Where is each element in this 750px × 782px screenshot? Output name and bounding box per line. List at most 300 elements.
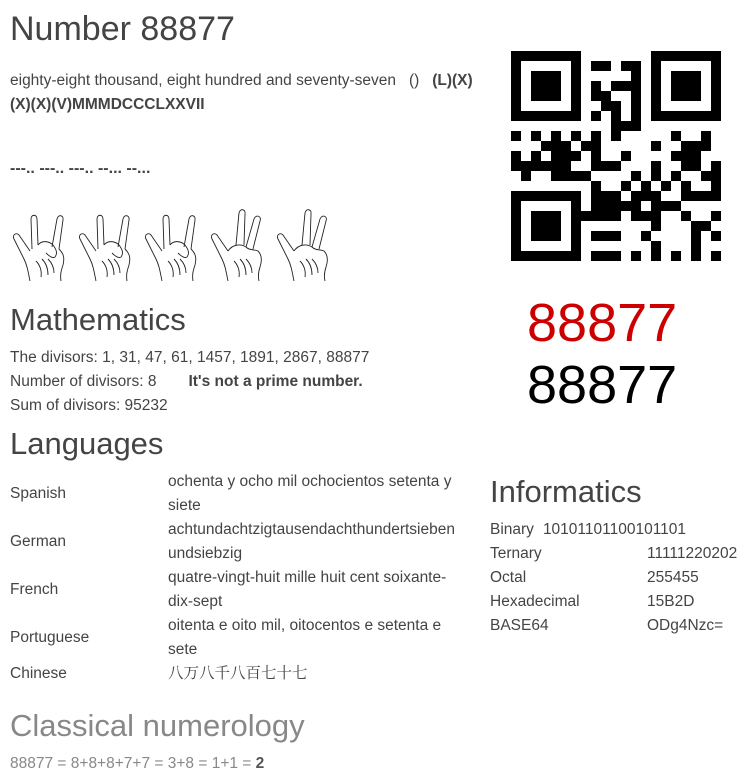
qr-module [631,211,641,221]
qr-module [661,171,671,181]
qr-module [591,211,601,221]
prime-status: It's not a prime number. [188,373,363,390]
qr-module [681,111,691,121]
qr-module [571,241,581,251]
qr-module [621,111,631,121]
divisors-list: The divisors: 1, 31, 47, 61, 1457, 1891, 2867, 88877 [10,349,370,366]
qr-module [601,161,611,171]
qr-module [601,71,611,81]
qr-module [631,101,641,111]
qr-module [551,191,561,201]
language-name: Spanish [10,485,67,502]
divisor-sum: Sum of divisors: 95232 [10,397,168,414]
qr-module [681,251,691,261]
qr-module [711,151,721,161]
sign-language-hands [8,205,338,283]
number-in-words [10,69,480,117]
qr-module [531,251,541,261]
qr-module [701,51,711,61]
qr-module [711,201,721,211]
qr-module [521,101,531,111]
qr-module [711,61,721,71]
qr-module [561,101,571,111]
qr-module [711,91,721,101]
big-number-red: 88877 [527,293,678,353]
qr-module [641,141,651,151]
qr-module [571,71,581,81]
qr-module [611,111,621,121]
qr-module [521,241,531,251]
qr-module [601,81,611,91]
qr-module [691,141,701,151]
qr-module [551,211,561,221]
qr-module [591,121,601,131]
qr-module [691,101,701,111]
language-row [10,614,480,662]
qr-module [591,241,601,251]
qr-module [641,181,651,191]
qr-module [601,51,611,61]
info-label: Octal [490,569,527,586]
qr-module [591,201,601,211]
language-value: achtundachtzigtausendachthundertsieben undsiebzig [168,521,455,562]
qr-module [601,61,611,71]
qr-module [621,81,631,91]
qr-module [711,141,721,151]
qr-module [711,81,721,91]
qr-module [541,61,551,71]
qr-module [551,231,561,241]
language-name: French [10,581,59,598]
qr-module [561,131,571,141]
qr-module [591,71,601,81]
qr-module [641,201,651,211]
qr-module [511,161,521,171]
qr-module [521,211,531,221]
qr-module [711,121,721,131]
informatics-table [490,518,737,638]
hand-sign-7-icon [206,205,272,283]
qr-module [561,51,571,61]
qr-module [611,251,621,261]
qr-module [661,121,671,131]
info-row [490,614,737,638]
qr-module [671,161,681,171]
qr-module [641,81,651,91]
qr-module [621,151,631,161]
qr-module [651,141,661,151]
qr-module [541,191,551,201]
qr-module [561,71,571,81]
qr-module [611,81,621,91]
qr-module [661,211,671,221]
qr-module [551,181,561,191]
qr-module [691,151,701,161]
numerology-formula [10,752,264,776]
qr-module [701,121,711,131]
qr-module [701,141,711,151]
qr-module [671,51,681,61]
qr-module [681,201,691,211]
qr-module [611,91,621,101]
qr-code [511,51,721,261]
qr-module [621,241,631,251]
qr-module [641,91,651,101]
info-value: 11111220202 [647,545,738,562]
info-label: Hexadecimal [490,593,580,610]
qr-module [561,171,571,181]
qr-module [701,221,711,231]
qr-module [691,51,701,61]
qr-module [661,201,671,211]
qr-module [581,251,591,261]
qr-module [691,181,701,191]
qr-module [521,171,531,181]
qr-module [511,91,521,101]
qr-module [601,231,611,241]
qr-module [711,211,721,221]
qr-module [661,221,671,231]
qr-module [581,181,591,191]
qr-module [541,71,551,81]
qr-module [701,151,711,161]
qr-module [601,131,611,141]
qr-module [561,191,571,201]
qr-module [661,151,671,161]
qr-module [551,51,561,61]
qr-module [661,231,671,241]
qr-module [591,231,601,241]
qr-module [511,141,521,151]
qr-module [691,221,701,231]
qr-module [681,91,691,101]
qr-module [641,101,651,111]
qr-module [691,231,701,241]
qr-module [651,211,661,221]
language-row [10,566,480,614]
qr-module [531,121,541,131]
qr-module [611,51,621,61]
qr-module [651,101,661,111]
qr-module [561,221,571,231]
info-row [490,566,737,590]
qr-module [581,131,591,141]
qr-module [601,111,611,121]
qr-module [581,71,591,81]
qr-module [671,181,681,191]
language-row [10,470,480,518]
qr-module [681,141,691,151]
qr-module [651,131,661,141]
qr-module [651,161,661,171]
qr-module [661,111,671,121]
qr-module [601,101,611,111]
qr-module [651,91,661,101]
qr-module [551,101,561,111]
qr-module [661,91,671,101]
qr-module [641,51,651,61]
qr-module [571,101,581,111]
qr-module [581,121,591,131]
qr-module [631,51,641,61]
qr-module [581,191,591,201]
qr-module [701,231,711,241]
qr-module [631,171,641,181]
qr-module [711,181,721,191]
qr-module [661,61,671,71]
parens: () [408,72,420,89]
mathematics-heading: Mathematics [10,302,186,337]
qr-module [691,171,701,181]
qr-module [591,141,601,151]
qr-module [701,71,711,81]
qr-module [631,231,641,241]
qr-module [641,111,651,121]
qr-module [611,181,621,191]
big-number-black: 88877 [527,355,678,415]
info-value: 255455 [647,569,699,586]
qr-module [581,61,591,71]
qr-module [631,241,641,251]
qr-module [611,151,621,161]
qr-module [701,251,711,261]
qr-module [711,231,721,241]
qr-module [661,191,671,201]
qr-module [531,71,541,81]
qr-module [691,91,701,101]
qr-module [631,131,641,141]
qr-module [571,231,581,241]
qr-module [691,81,701,91]
qr-module [601,181,611,191]
qr-module [581,51,591,61]
qr-module [691,201,701,211]
qr-module [661,251,671,261]
qr-module [681,171,691,181]
qr-module [621,181,631,191]
language-value: quatre-vingt-huit mille huit cent soixante-dix-sept [168,569,447,610]
language-row [10,518,480,566]
qr-module [621,61,631,71]
qr-module [531,221,541,231]
qr-module [571,201,581,211]
qr-module [521,201,531,211]
info-row-binary [490,518,737,542]
qr-module [531,211,541,221]
qr-module [681,231,691,241]
info-row [490,590,737,614]
qr-module [591,61,601,71]
qr-module [611,171,621,181]
qr-module [571,91,581,101]
qr-module [631,91,641,101]
qr-module [661,141,671,151]
qr-module [681,191,691,201]
qr-module [671,101,681,111]
qr-module [641,131,651,141]
qr-module [551,131,561,141]
qr-module [641,161,651,171]
qr-module [701,201,711,211]
qr-module [581,81,591,91]
qr-module [641,61,651,71]
qr-module [531,181,541,191]
qr-module [711,241,721,251]
qr-module [561,241,571,251]
qr-module [671,141,681,151]
qr-module [621,91,631,101]
qr-module [601,151,611,161]
qr-module [511,111,521,121]
qr-module [511,251,521,261]
qr-module [561,231,571,241]
qr-module [541,131,551,141]
languages-table [10,470,480,686]
qr-module [571,251,581,261]
qr-module [681,61,691,71]
qr-module [611,241,621,251]
qr-module [531,191,541,201]
hand-sign-8-icon [140,205,206,283]
qr-module [701,191,711,201]
qr-module [611,201,621,211]
morse-code: ---.. ---.. ---.. --... --... [10,160,151,177]
qr-module [651,51,661,61]
qr-module [601,241,611,251]
qr-module [531,61,541,71]
qr-module [711,251,721,261]
qr-module [531,231,541,241]
qr-module [521,91,531,101]
qr-module [511,71,521,81]
qr-module [531,131,541,141]
qr-module [621,211,631,221]
qr-module [601,201,611,211]
mathematics-section [10,346,369,418]
qr-module [671,251,681,261]
qr-module [651,151,661,161]
qr-module [541,171,551,181]
numerology-result: 2 [255,755,265,772]
qr-module [681,101,691,111]
qr-module [561,251,571,261]
qr-module [601,121,611,131]
qr-module [591,131,601,141]
qr-module [571,191,581,201]
qr-module [661,241,671,251]
qr-module [621,251,631,261]
qr-module [681,161,691,171]
qr-module [591,91,601,101]
info-value: ODg4Nzc= [647,617,724,634]
qr-module [551,221,561,231]
qr-module [611,121,621,131]
qr-module [711,171,721,181]
qr-module [671,81,681,91]
qr-module [591,81,601,91]
english-words: eighty-eight thousand, eight hundred and seventy-seven [10,72,397,89]
qr-module [581,101,591,111]
qr-module [611,161,621,171]
qr-module [521,161,531,171]
qr-module [511,61,521,71]
qr-module [531,161,541,171]
hand-sign-7-icon [272,205,338,283]
qr-module [571,161,581,171]
qr-module [541,101,551,111]
qr-module [671,171,681,181]
qr-module [701,211,711,221]
qr-module [631,201,641,211]
qr-module [571,61,581,71]
qr-module [621,201,631,211]
qr-module [571,111,581,121]
qr-module [651,181,661,191]
qr-module [571,181,581,191]
qr-module [701,131,711,141]
qr-module [551,111,561,121]
divisor-count: Number of divisors: 8 [10,373,157,390]
qr-module [541,211,551,221]
qr-module [551,201,561,211]
qr-module [511,211,521,221]
qr-module [541,201,551,211]
qr-module [691,161,701,171]
hand-sign-8-icon [8,205,74,283]
qr-module [691,71,701,81]
qr-module [631,181,641,191]
qr-module [561,61,571,71]
qr-module [551,161,561,171]
qr-module [621,141,631,151]
qr-module [671,231,681,241]
qr-module [571,171,581,181]
qr-module [521,111,531,121]
qr-module [641,151,651,161]
qr-module [701,111,711,121]
qr-module [611,141,621,151]
qr-module [551,171,561,181]
qr-module [651,251,661,261]
qr-module [601,171,611,181]
qr-module [531,151,541,161]
qr-module [581,241,591,251]
qr-module [671,221,681,231]
qr-module [701,101,711,111]
qr-module [581,161,591,171]
qr-module [671,121,681,131]
qr-module [701,181,711,191]
qr-module [621,171,631,181]
qr-module [561,111,571,121]
qr-module [561,201,571,211]
qr-module [711,101,721,111]
numerology-steps: 88877 = 8+8+8+7+7 = 3+8 = 1+1 = [10,755,256,772]
info-row [490,542,737,566]
qr-module [531,241,541,251]
qr-module [601,141,611,151]
qr-module [641,171,651,181]
qr-module [711,131,721,141]
qr-module [571,211,581,221]
qr-module [521,81,531,91]
qr-module [521,51,531,61]
qr-module [581,201,591,211]
qr-module [511,201,521,211]
qr-module [521,151,531,161]
qr-module [541,151,551,161]
qr-module [681,71,691,81]
